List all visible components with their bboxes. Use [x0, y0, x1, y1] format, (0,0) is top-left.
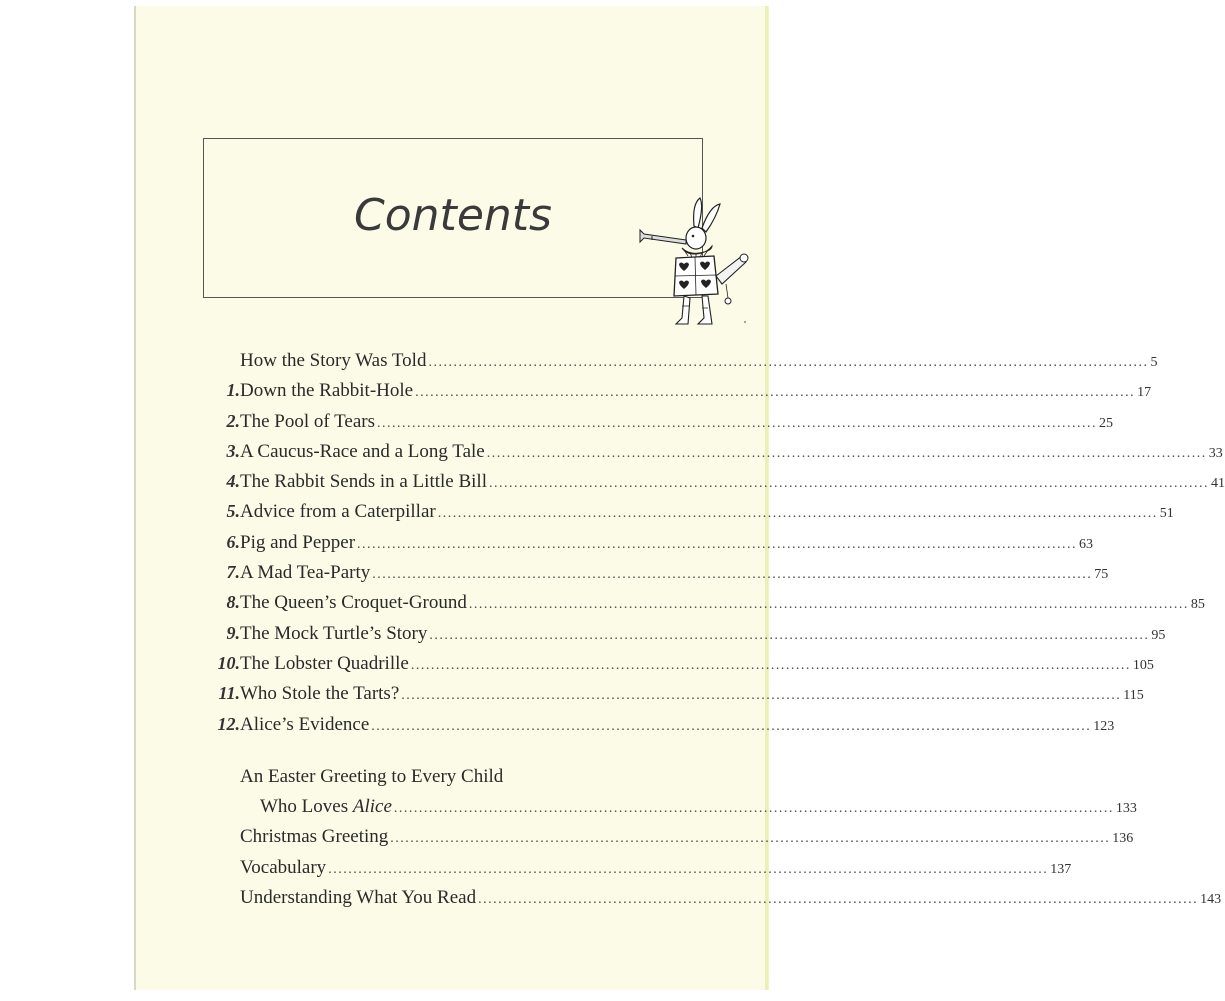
page-number: 105: [1132, 657, 1154, 673]
easter-greeting-who-loves: Who Loves: [260, 796, 353, 818]
dot-leader: ................................................................................................................................................: [410, 657, 1131, 673]
toc-entry-easter-line2: [200, 796, 1137, 826]
dot-leader: ................................................................................................................................................: [437, 506, 1158, 522]
page-number: 137: [1050, 861, 1072, 877]
page-number: 115: [1123, 688, 1144, 704]
toc-entry: [200, 856, 1072, 887]
toc-entry: [200, 713, 1115, 744]
toc-entry: [200, 501, 1174, 531]
chapter-number: 11.: [218, 683, 240, 704]
page-number: 51: [1159, 506, 1174, 522]
toc-entry: [200, 592, 1205, 622]
chapter-title: Alice’s Evidence: [240, 713, 370, 735]
chapter-number: 9.: [226, 622, 240, 643]
chapter-title: Down the Rabbit-Hole: [240, 380, 414, 402]
page-number: 95: [1151, 627, 1166, 643]
page-number: 25: [1099, 415, 1113, 431]
toc-entry: [200, 410, 1113, 441]
toc-entry: [200, 826, 1134, 856]
easter-greeting-alice: Alice: [352, 796, 392, 818]
dot-leader: ................................................................................................................................................: [357, 536, 1078, 552]
chapter-number: 1.: [226, 380, 240, 401]
chapter-title: How the Story Was Told: [240, 350, 427, 371]
toc-entry: [200, 683, 1144, 713]
dot-leader: ................................................................................................................................................: [415, 385, 1136, 401]
chapter-title: The Mock Turtle’s Story: [240, 622, 428, 644]
page-number: 5: [1150, 355, 1158, 370]
dot-leader: ................................................................................................................................................: [488, 476, 1209, 492]
chapter-number: 3.: [226, 440, 240, 461]
page-number: 123: [1093, 718, 1115, 734]
page-title: [203, 190, 703, 241]
toc-entry-easter-line1: [200, 766, 705, 796]
page-number: 41: [1210, 476, 1225, 492]
toc-entry: [200, 652, 1154, 683]
chapter-number: 5.: [226, 501, 240, 522]
chapter-number: 12.: [217, 713, 240, 734]
contents-heading: Contents: [354, 190, 552, 241]
chapter-title: Christmas Greeting: [240, 826, 389, 848]
dot-leader: ................................................................................................................................................: [478, 892, 1199, 908]
chapter-number: 8.: [226, 592, 240, 613]
dot-leader: ................................................................................................................................................: [328, 861, 1049, 877]
chapter-number: 6.: [226, 531, 240, 552]
dot-leader: ................................................................................................................................................: [401, 688, 1122, 704]
dot-leader: ................................................................................................................................................: [372, 567, 1093, 583]
dot-leader: ................................................................................................................................................: [429, 627, 1150, 643]
toc-entry: [200, 440, 1223, 471]
page-number: 85: [1190, 597, 1205, 613]
toc-entry: [200, 471, 1225, 501]
section-gap: [200, 744, 705, 766]
toc-entry: [200, 380, 1152, 410]
chapter-title: The Queen’s Croquet-Ground: [240, 592, 467, 614]
page-number: 17: [1137, 385, 1152, 401]
dot-leader: ................................................................................................................................................: [393, 801, 1114, 817]
chapter-title: A Caucus-Race and a Long Tale: [240, 440, 485, 462]
chapter-title: The Rabbit Sends in a Little Bill: [240, 471, 487, 493]
chapter-title: A Mad Tea-Party: [240, 562, 371, 584]
chapter-number: 2.: [226, 410, 240, 431]
dot-leader: ................................................................................................................................................: [390, 831, 1111, 847]
chapter-number: 7.: [226, 562, 240, 583]
chapter-title: Understanding What You Read: [240, 887, 477, 909]
chapter-title: Advice from a Caterpillar: [240, 501, 436, 523]
chapter-title: Vocabulary: [240, 856, 327, 878]
page-number: 75: [1094, 567, 1109, 583]
chapter-title: Pig and Pepper: [240, 531, 356, 553]
chapter-title: The Lobster Quadrille: [240, 652, 409, 674]
toc-entry: [200, 622, 1166, 653]
chapter-number: 10.: [217, 652, 240, 673]
page-number: 33: [1208, 445, 1223, 461]
easter-greeting-subtitle: [240, 796, 392, 818]
white-rabbit-herald-icon: [632, 196, 752, 328]
chapter-title: The Pool of Tears: [240, 410, 375, 432]
dot-leader: ................................................................................................................................................: [486, 445, 1207, 461]
toc-entry: [200, 562, 1109, 592]
toc-entry: [200, 531, 1094, 562]
table-of-contents: [200, 350, 1225, 917]
chapter-title: Who Stole the Tarts?: [240, 683, 400, 705]
page-number: 133: [1115, 801, 1137, 817]
page-number: 143: [1200, 892, 1222, 908]
dot-leader: ................................................................................................................................................: [428, 355, 1149, 370]
page-number: 63: [1079, 536, 1094, 552]
easter-greeting-title: An Easter Greeting to Every Child: [240, 765, 504, 787]
toc-entry: [200, 350, 1158, 380]
dot-leader: ................................................................................................................................................: [371, 718, 1092, 734]
dot-leader: ................................................................................................................................................: [377, 415, 1097, 431]
page-number: 136: [1112, 831, 1134, 847]
toc-entry: [200, 887, 1222, 917]
chapter-number: 4.: [226, 471, 240, 492]
page-speck: [744, 321, 746, 323]
dot-leader: ................................................................................................................................................: [468, 597, 1189, 613]
